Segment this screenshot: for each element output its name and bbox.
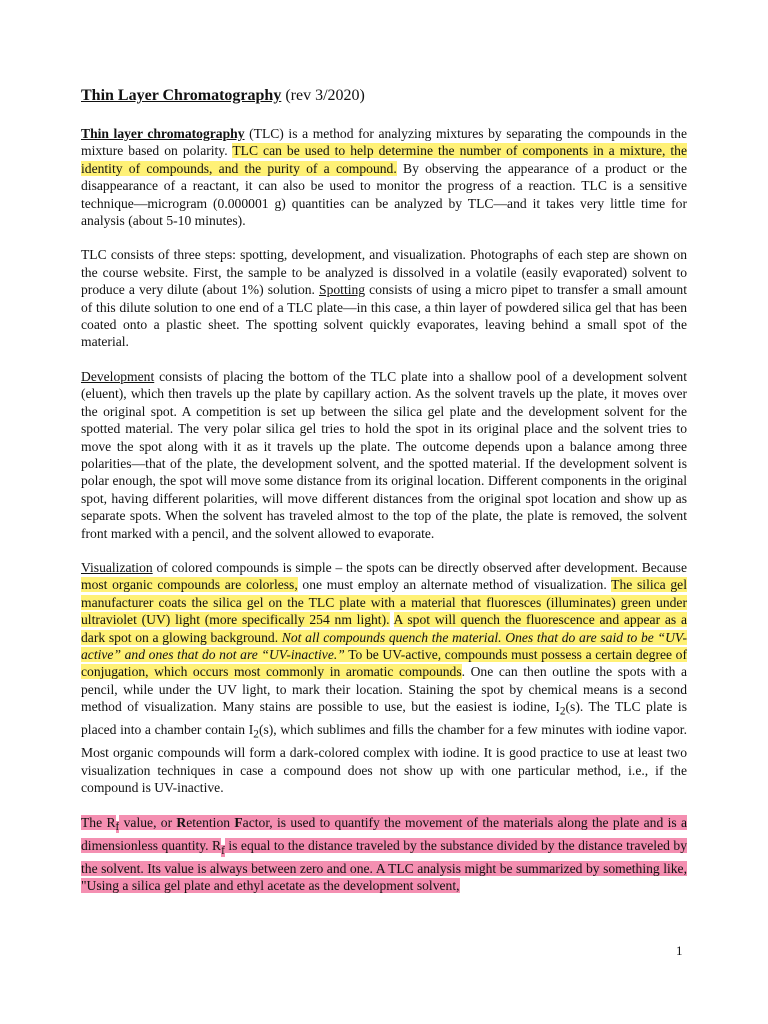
- page-number: 1: [676, 943, 683, 958]
- document-body: [81, 86, 687, 912]
- highlight-colorless: most organic compounds are colorless,: [81, 577, 298, 593]
- paragraph-development: Development consists of placing the bottom of the TLC plate into a shallow pool of a development solvent (eluent), which then travels up the plate by capillary action. As the solvent travels up the plate, it moves over the original spot. A competition is set up between the silica gel plate and the development solvent for the spotted material. The very polar silica gel tries to hold the spot in its original place and the solvent tries to move the spot along with it as it travels up the plate. The outcome depends upon a balance among three polarities—that of the plate, the development solvent, and the spotted material. If the development solvent is polar enough, the spot will move some distance from its original location. Different components in the original spot, having different polarities, will move different distances from the original spot location and show up as separate spots. When the solvent has traveled almost to the top of the plate, the plate is removed, the solvent front marked with a pencil, and the solvent allowed to evaporate.: [81, 368, 687, 541]
- paragraph-visualization: Visualization of colored compounds is simple – the spots can be directly observed after development. Because most organic compounds are colorless, one must employ an alternate method of visualization. The silica gel manufacturer coats the silica gel on the TLC plate with a material that fluoresces (illuminates) green under ultraviolet (UV) light (more specifically 254 nm light). A spot will quench the fluorescence and appear as a dark spot on a glowing background. Not all compounds quench the material. Ones that do are said to be “UV-active” and ones that do not are “UV-inactive.” To be UV-active, compounds must possess a certain degree of conjugation, which occurs most commonly in aromatic compounds. One can then outline the spots with a pencil, while under the UV light, to mark their location. Staining the spot by chemical means is a second method of visualization. Many stains are possible to use, but the easiest is iodine, $I_2(s)$. The TLC plate is placed into a chamber contain $I_2(s)$, which sublimes and fills the chamber for a few minutes with iodine vapor. Most organic compounds will form a dark-colored complex with iodine. It is good practice to use at least two visualization techniques in case a compound does not show up with one particular method, i.e., if the compound is UV-inactive.: [81, 559, 688, 796]
- highlight-uv-active: Not all compounds quench the material. Ones that do are said to be “UV-active” and ones that do not are “UV-inactive.”: [81, 629, 687, 662]
- highlight-conjugation: To be UV-active, compounds must possess a certain degree of conjugation, which occurs most commonly in aromatic compounds: [81, 646, 687, 680]
- document-title: [81, 86, 687, 106]
- paragraph-steps: TLC consists of three steps: spotting, development, and visualization. Photographs of each step are shown on the course website. First, the sample to be analyzed is dissolved in a volatile (easily evaporated) solvent to produce a very dilute (about 1%) solution. Spotting consists of using a micro pipet to transfer a small amount of this dilute solution to one end of a TLC plate—in this case, a thin layer of powdered silica gel that has been coated onto a plastic sheet. The spotting solvent quickly evaporates, leaving behind a small spot of the material.: [81, 247, 687, 350]
- term-visualization: Visualization: [81, 559, 153, 575]
- title-main: Thin Layer Chromatography: [81, 87, 282, 104]
- highlight-tlc-uses: TLC can be used to help determine the number of components in a mixture, the identity of compounds, and the purity of a compound.: [81, 143, 687, 176]
- paragraph-rf-value: The $R_f$ value, or Retention Factor, is used to quantify the movement of the materials along the plate and is a dimensionless quantity. $R_f$ is equal to the distance traveled by the substance divided by the distance traveled by the solvent. Its value is always between zero and one. A TLC analysis might be summarized by something like, "Using a silica gel plate and ethyl acetate as the development solvent,: [81, 814, 687, 894]
- term-tlc: Thin layer chromatography: [81, 126, 245, 141]
- highlight-quench: A spot will quench the fluorescence and appear as a dark spot on a glowing background.: [81, 612, 687, 645]
- term-spotting: Spotting: [319, 282, 366, 298]
- paragraph-intro: Thin layer chromatography (TLC) is a method for analyzing mixtures by separating the compounds in the mixture based on polarity. TLC can be used to help determine the number of components in a mixture, the identity of compounds, and the purity of a compound. By observing the appearance of a product or the disappearance of a reactant, it can also be used to monitor the progress of a reaction. TLC is a sensitive technique—microgram (0.000001 g) quantities can be analyzed by TLC—and it takes very little time for analysis (about 5-10 minutes).: [81, 126, 688, 229]
- term-development: Development: [81, 368, 155, 384]
- highlight-fluoresce: The silica gel manufacturer coats the silica gel on the TLC plate with a material that fluoresces (illuminates) green under ultraviolet (UV) light (more specifically 254 nm light).: [81, 577, 687, 628]
- title-revision: (rev 3/2020): [281, 87, 365, 104]
